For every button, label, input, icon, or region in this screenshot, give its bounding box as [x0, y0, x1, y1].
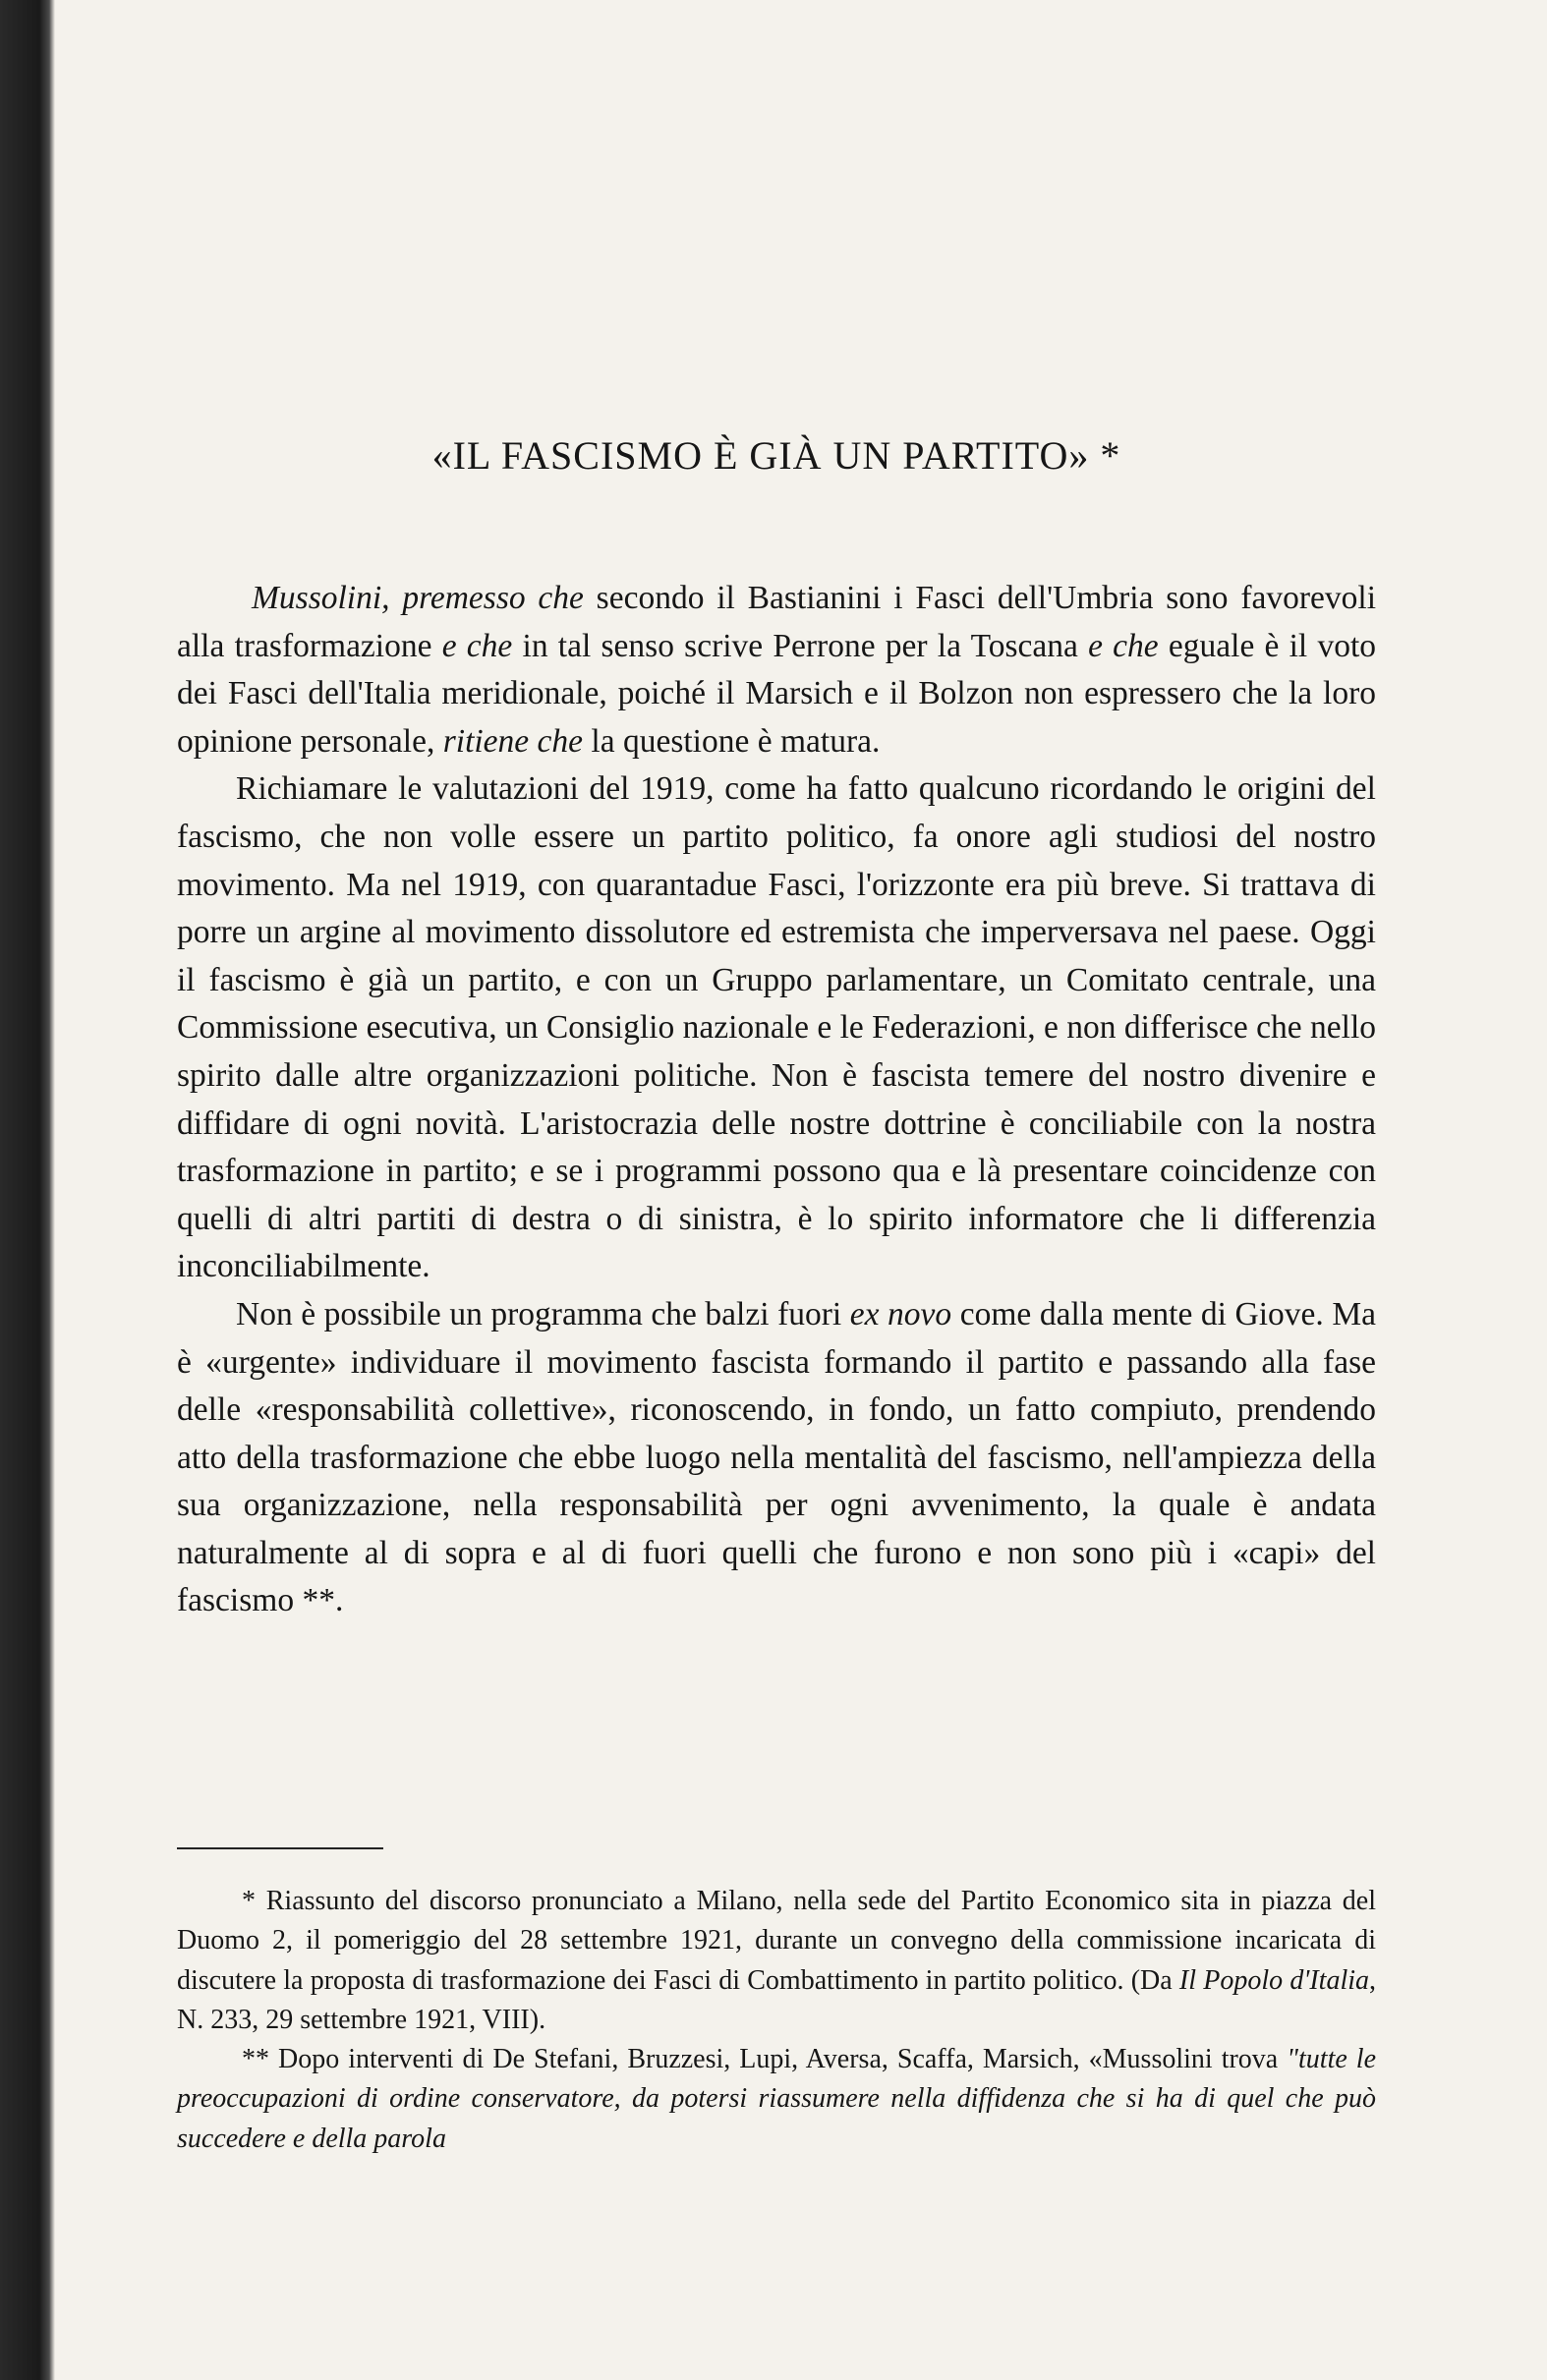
footnote-1: * Riassunto del discorso pronunciato a Milano, nella sede del Partito Economico sita in piazza del Duomo 2, il pomeriggio del 28 settembre 1921, durante un convegno della commissione incaricata di discutere la proposta di trasformazione dei Fasci di Combattimento in partito politico. (Da Il Popolo d'Italia, N. 233, 29 settembre 1921, VIII).: [177, 1886, 1376, 2035]
italic-phrase: Il Popolo d'Italia: [1178, 1964, 1369, 1996]
italic-phrase: e che: [1088, 627, 1159, 664]
italic-phrase: ex novo: [849, 1295, 952, 1332]
italic-phrase: Mussolini, premesso che: [252, 580, 584, 616]
italic-phrase: ritiene che: [442, 722, 584, 760]
body-text: [177, 575, 1376, 1625]
italic-phrase: e che: [441, 627, 513, 664]
paragraph-3: Non è possibile un programma che balzi fuori ex novo come dalla mente di Giove. Ma è «urgente» individuare il movimento fascista formando il partito e passando alla fase delle «responsabilità collettive», riconoscendo, in fondo, un fatto compiuto, prendendo atto della trasformazione che ebbe luogo nella mentalità del fascismo, nell'ampiezza della sua organizzazione, nella responsabilità per ogni avvenimento, la quale è andata naturalmente al di sopra e al di fuori quelli che furono e non sono più i «capi» del fascismo **.: [177, 1295, 1376, 1619]
paragraph-2: Richiamare le valutazioni del 1919, come ha fatto qualcuno ricordando le origini del fascismo, che non volle essere un partito politico, fa onore agli studiosi del nostro movimento. Ma nel 1919, con quarantadue Fasci, l'orizzonte era più breve. Si trattava di porre un argine al movimento dissolutore ed estremista che imperversava nel paese. Oggi il fascismo è già un partito, e con un Gruppo parlamentare, un Comitato centrale, una Commissione esecutiva, un Consiglio nazionale e le Federazioni, e non differisce che nello spirito dalle altre organizzazioni politiche. Non è fascista temere del nostro divenire e diffidare di ogni novità. L'aristocrazia delle nostre dottrine è conciliabile con la nostra trasformazione in partito; e se i programmi possono qua e là presentare coincidenze con quelli di altri partiti di destra o di sinistra, è lo spirito informatore che li differenzia inconciliabilmente.: [177, 770, 1376, 1285]
footnote-2: ** Dopo interventi di De Stefani, Bruzzesi, Lupi, Aversa, Scaffa, Marsich, «Mussolini trova "tutte le preoccupazioni di ordine conservatore, da potersi riassumere nella diffidenza che si ha di quel che può succedere e della parola: [177, 2044, 1376, 2154]
page-title: «IL FASCISMO È GIÀ UN PARTITO» *: [431, 433, 1121, 478]
italic-phrase: "tutte le preoccupazioni di ordine conservatore, da potersi riassumere nella diffidenza che si ha di quel che può succedere e della parola: [177, 2044, 1376, 2154]
book-spine-shadow: [0, 0, 55, 2380]
footnotes: [177, 1882, 1376, 2159]
footnote-separator: [177, 1847, 383, 1849]
page: [177, 0, 1376, 2380]
paragraph-1: Mussolini, premesso che secondo il Bastianini i Fasci dell'Umbria sono favorevoli alla trasformazione e che in tal senso scrive Perrone per la Toscana e che eguale è il voto dei Fasci dell'Italia meridionale, poiché il Marsich e il Bolzon non espressero che la loro opinione personale, ritiene che la questione è matura.: [177, 580, 1377, 760]
